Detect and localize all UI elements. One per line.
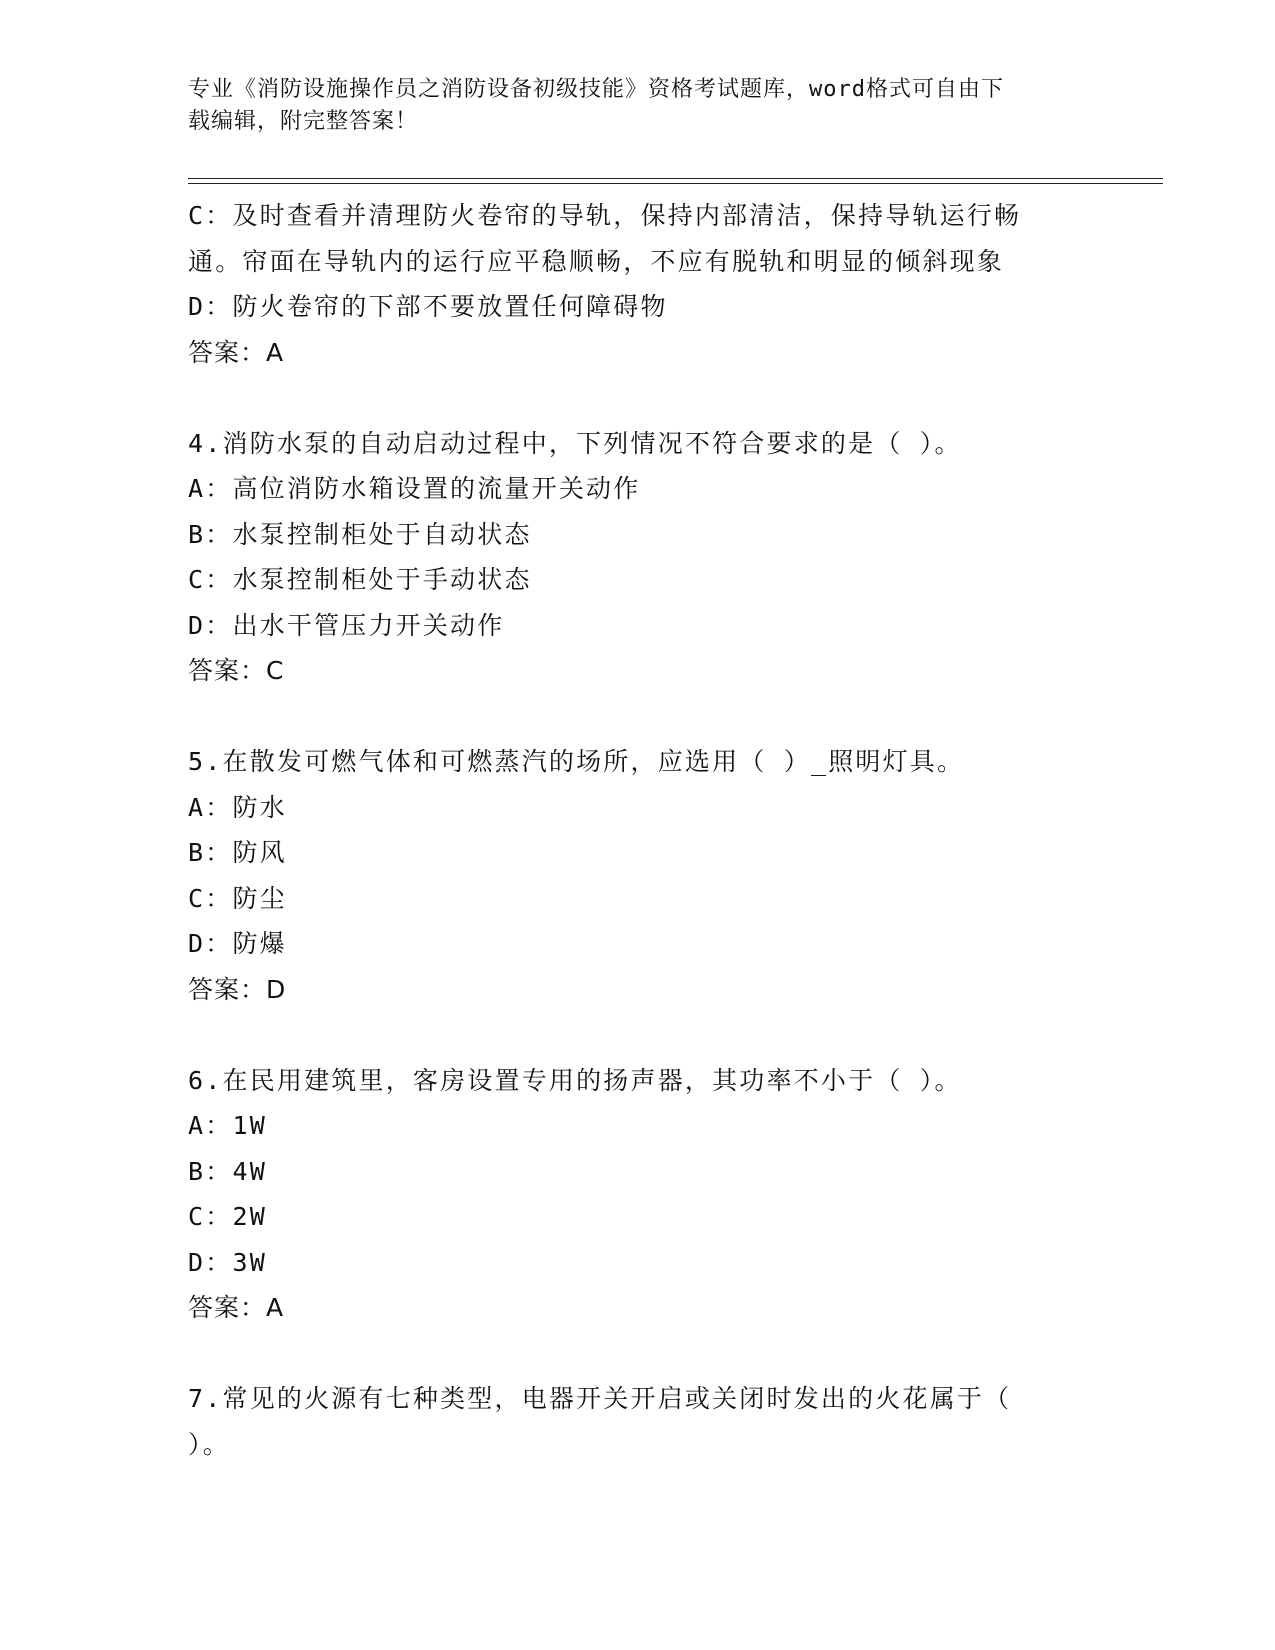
question-4-option-b: B：水泵控制柜处于自动状态: [188, 519, 532, 549]
answer-q3: 答案：A: [188, 337, 285, 367]
question-7-stem-line-1: 7.常见的火源有七种类型，电器开关开启或关闭时发出的火花属于（: [188, 1384, 1012, 1413]
question-6-option-a: A：1W: [188, 1111, 267, 1140]
header-line-1: 专业《消防设施操作员之消防设备初级技能》资格考试题库，word格式可自由下: [188, 77, 1004, 102]
header-divider-bottom: [188, 183, 1163, 184]
question-6-option-d: D：3W: [188, 1247, 267, 1277]
question-5-option-a: A：防水: [188, 792, 287, 822]
question-6-option-b: B：4W: [188, 1156, 267, 1186]
option-d: D：防火卷帘的下部不要放置任何障碍物: [188, 292, 668, 321]
question-7-stem-line-2: ）。: [188, 1429, 230, 1459]
question-5-answer: 答案：D: [188, 974, 287, 1004]
header-divider-top: [188, 178, 1163, 179]
question-4-answer: 答案：C: [188, 656, 285, 685]
question-6-stem: 6.在民用建筑里，客房设置专用的扬声器，其功率不小于（ ）。: [188, 1065, 962, 1095]
question-5-stem: 5.在散发可燃气体和可燃蒸汽的场所，应选用（ ）_照明灯具。: [188, 747, 965, 776]
spacer: [188, 1012, 1088, 1058]
spacer: [188, 1331, 1088, 1377]
option-c-line-2: 通。帘面在导轨内的运行应平稳顺畅，不应有脱轨和明显的倾斜现象: [188, 246, 1005, 276]
question-6-option-c: C：2W: [188, 1202, 267, 1231]
question-5-option-c: C：防尘: [188, 883, 287, 913]
question-content: [188, 193, 1088, 1467]
question-4-option-d: D：出水干管压力开关动作: [188, 610, 505, 640]
document-header: [188, 74, 1068, 138]
question-4-stem: 4.消防水泵的自动启动过程中，下列情况不符合要求的是（ ）。: [188, 428, 962, 458]
spacer: [188, 375, 1088, 421]
question-5-option-d: D：防爆: [188, 929, 287, 958]
question-6-answer: 答案：A: [188, 1293, 285, 1322]
question-5-option-b: B：防风: [188, 838, 287, 867]
question-4-option-a: A：高位消防水箱设置的流量开关动作: [188, 474, 641, 503]
spacer: [188, 694, 1088, 740]
option-c-line-1: C：及时查看并清理防火卷帘的导轨，保持内部清洁，保持导轨运行畅: [188, 201, 1022, 230]
header-line-2: 载编辑，附完整答案！: [188, 109, 419, 134]
question-4-option-c: C：水泵控制柜处于手动状态: [188, 565, 532, 594]
